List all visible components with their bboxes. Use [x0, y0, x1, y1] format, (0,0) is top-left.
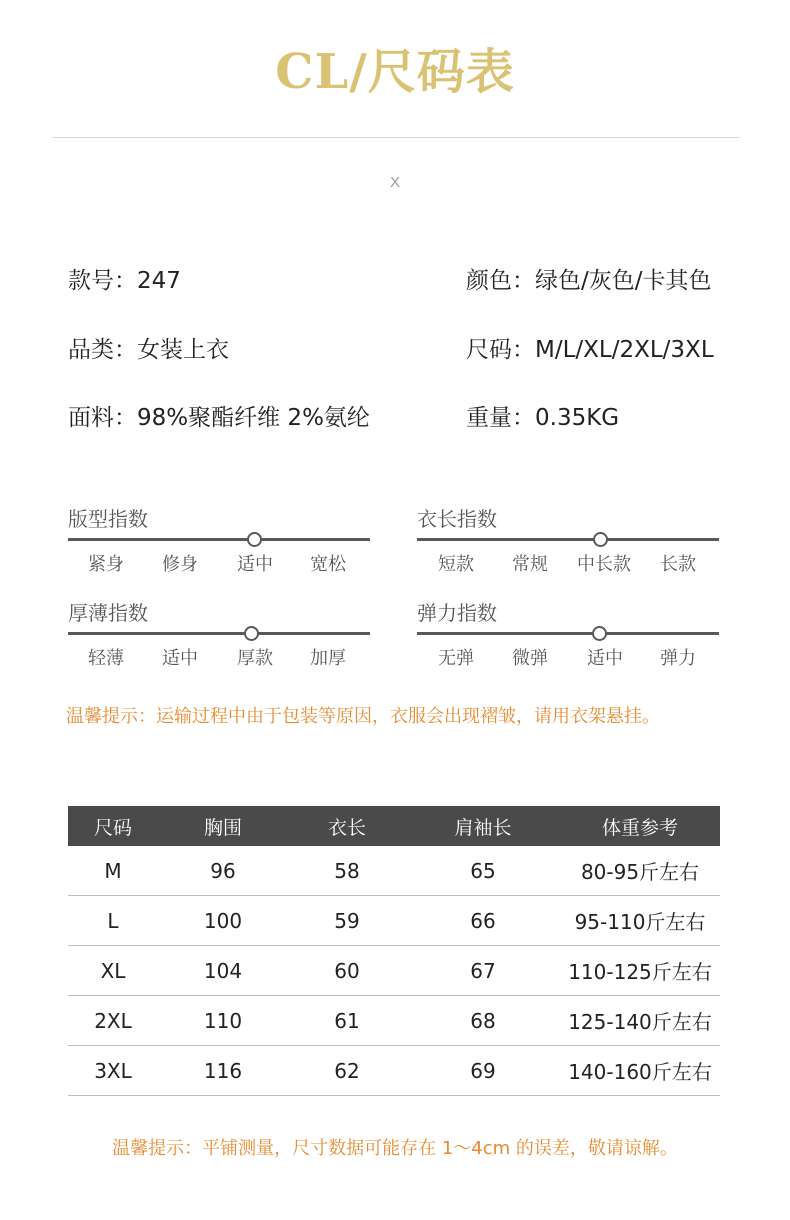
table-cell: 125-140斤左右 — [560, 996, 720, 1046]
length-option: 长款 — [660, 554, 696, 575]
table-cell: L — [68, 896, 158, 946]
fit-index-marker — [247, 532, 262, 547]
table-cell: 62 — [288, 1046, 406, 1096]
thickness-index-label: 厚薄指数 — [68, 601, 148, 625]
fit-index-scale — [68, 538, 370, 541]
shipping-tip: 温馨提示：运输过程中由于包装等原因，衣服会出现褶皱，请用衣架悬挂。 — [66, 706, 660, 727]
spec-size: 尺码：M/L/XL/2XL/3XL — [466, 337, 714, 363]
spec-style-no: 款号：247 — [68, 268, 181, 294]
table-header: 胸围 — [158, 806, 288, 846]
fit-option: 宽松 — [310, 554, 346, 575]
x-mark: X — [389, 174, 400, 191]
table-row — [68, 1046, 720, 1096]
spec-color: 颜色：绿色/灰色/卡其色 — [466, 268, 712, 294]
elasticity-option: 弹力 — [660, 648, 696, 669]
table-cell: 69 — [406, 1046, 560, 1096]
table-cell: 59 — [288, 896, 406, 946]
fit-option: 修身 — [162, 554, 198, 575]
spec-fabric: 面料：98%聚酯纤维 2%氨纶 — [68, 405, 370, 431]
table-cell: 96 — [158, 846, 288, 896]
thickness-index-marker — [244, 626, 259, 641]
elasticity-option: 无弹 — [438, 648, 474, 669]
table-header: 肩袖长 — [406, 806, 560, 846]
table-cell: 95-110斤左右 — [560, 896, 720, 946]
thickness-option: 轻薄 — [88, 648, 124, 669]
length-index-label: 衣长指数 — [417, 507, 497, 531]
table-cell: 116 — [158, 1046, 288, 1096]
table-row — [68, 996, 720, 1046]
elasticity-option: 适中 — [587, 648, 623, 669]
title-divider — [52, 137, 740, 138]
table-row — [68, 896, 720, 946]
elasticity-index-label: 弹力指数 — [417, 601, 497, 625]
elasticity-index-scale — [417, 632, 719, 635]
thickness-option: 适中 — [162, 648, 198, 669]
elasticity-option: 微弹 — [512, 648, 548, 669]
table-cell: 66 — [406, 896, 560, 946]
fit-option: 适中 — [237, 554, 273, 575]
length-index-scale — [417, 538, 719, 541]
table-cell: 65 — [406, 846, 560, 896]
table-cell: 110-125斤左右 — [560, 946, 720, 996]
table-header-row — [68, 806, 720, 846]
table-row — [68, 846, 720, 896]
size-table — [68, 806, 720, 1096]
table-cell: 58 — [288, 846, 406, 896]
table-cell: 61 — [288, 996, 406, 1046]
table-cell: 80-95斤左右 — [560, 846, 720, 896]
table-row — [68, 946, 720, 996]
table-cell: 67 — [406, 946, 560, 996]
page-title: CL/尺码表 — [275, 44, 515, 100]
table-cell: 3XL — [68, 1046, 158, 1096]
table-cell: 68 — [406, 996, 560, 1046]
table-cell: 110 — [158, 996, 288, 1046]
table-cell: 140-160斤左右 — [560, 1046, 720, 1096]
fit-index-label: 版型指数 — [68, 507, 148, 531]
spec-weight: 重量：0.35KG — [466, 405, 620, 431]
length-option: 常规 — [512, 554, 548, 575]
table-cell: 100 — [158, 896, 288, 946]
table-cell: 2XL — [68, 996, 158, 1046]
length-option: 中长款 — [577, 554, 631, 575]
table-cell: 60 — [288, 946, 406, 996]
measurement-tip: 温馨提示：平铺测量，尺寸数据可能存在 1～4cm 的误差，敬请谅解。 — [112, 1138, 678, 1159]
table-cell: M — [68, 846, 158, 896]
thickness-option: 厚款 — [237, 648, 273, 669]
length-index-marker — [593, 532, 608, 547]
fit-option: 紧身 — [88, 554, 124, 575]
thickness-index-scale — [68, 632, 370, 635]
spec-category: 品类：女装上衣 — [68, 337, 229, 363]
length-option: 短款 — [438, 554, 474, 575]
table-header: 体重参考 — [560, 806, 720, 846]
table-header: 尺码 — [68, 806, 158, 846]
table-header: 衣长 — [288, 806, 406, 846]
table-cell: 104 — [158, 946, 288, 996]
table-cell: XL — [68, 946, 158, 996]
elasticity-index-marker — [592, 626, 607, 641]
thickness-option: 加厚 — [310, 648, 346, 669]
